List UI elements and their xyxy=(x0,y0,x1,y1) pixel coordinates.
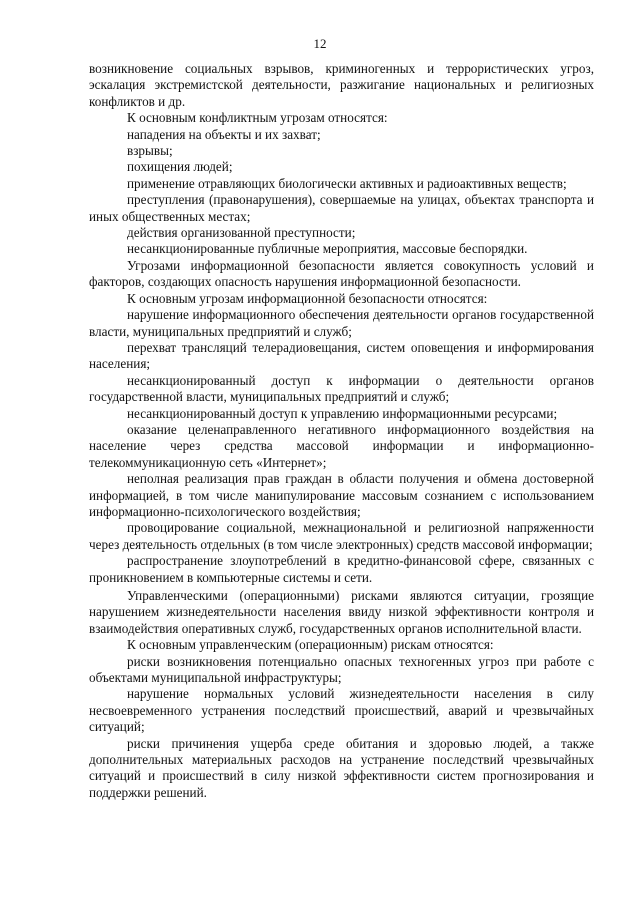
list-item: провоцирование социальной, межнациональной и религиозной напряженности через деятельность отдельных (в том числе электронных) средств массовой информации; xyxy=(89,520,594,552)
list-item: перехват трансляций телерадиовещания, систем оповещения и информирования населения; xyxy=(89,339,594,372)
list-item: нападения на объекты и их захват; xyxy=(127,126,321,142)
paragraph: Управленческими (операционными) рисками являются ситуации, грозящие нарушением жизнедеятельности населения ввиду низкой эффективности контроля и взаимодействия оперативных служб, государственных органов исполнительной власти. xyxy=(89,588,594,636)
list-item: несанкционированный доступ к информации о деятельности органов государственной власти, муниципальных предприятий и служб; xyxy=(89,372,594,405)
list-item: нарушение нормальных условий жизнедеятельности населения в силу несвоевременного устранения последствий происшествий, аварий и чрезвычайных ситуаций; xyxy=(89,686,594,735)
list-item: несанкционированный доступ к управлению информационными ресурсами; xyxy=(127,405,558,421)
list-item: распространение злоупотреблений в кредитно-финансовой сфере, связанных с проникновением в компьютерные системы и сети. xyxy=(89,553,594,585)
list-item: взрывы; xyxy=(127,143,173,159)
list-item: риски возникновения потенциально опасных техногенных угроз при работе с объектами муниципальной инфраструктуры; xyxy=(89,653,594,686)
page-number: 12 xyxy=(313,36,327,51)
list-item: несанкционированные публичные мероприятия, массовые беспорядки. xyxy=(127,241,528,257)
list-item: риски причинения ущерба среде обитания и здоровью людей, а также дополнительных материальных расходов на устранение последствий чрезвычайных ситуаций и происшествий в силу низкой эффективности систем прогнозирования и поддержки решений. xyxy=(89,735,594,800)
list-item: действия организованной преступности; xyxy=(127,225,356,241)
list-item: преступления (правонарушения), совершаемые на улицах, объектах транспорта и иных общественных местах; xyxy=(89,192,594,224)
list-item: оказание целенаправленного негативного информационного воздействия на население через средства массовой информации и информационно-телекоммуникационную сеть «Интернет»; xyxy=(89,421,594,470)
list-item: применение отравляющих биологически активных и радиоактивных веществ; xyxy=(127,175,567,191)
document-body xyxy=(89,61,594,801)
list-item: похищения людей; xyxy=(127,159,233,175)
list-item: неполная реализация прав граждан в области получения и обмена достоверной информацией, в том числе манипулирование массовым сознанием с использованием информационно-психологического воздействия; xyxy=(89,471,594,519)
paragraph: К основным конфликтным угрозам относятся: xyxy=(127,110,388,126)
paragraph: К основным угрозам информационной безопасности относятся: xyxy=(127,290,488,306)
paragraph: К основным управленческим (операционным) рискам относятся: xyxy=(127,637,494,653)
paragraph: Угрозами информационной безопасности является совокупность условий и факторов, создающих опасность нарушения информационной безопасности. xyxy=(89,257,594,290)
paragraph: возникновение социальных взрывов, криминогенных и террористических угроз, эскалация экстремистской деятельности, разжигание национальных и религиозных конфликтов и др. xyxy=(89,61,594,109)
list-item: нарушение информационного обеспечения деятельности органов государственной власти, муниципальных предприятий и служб; xyxy=(89,307,594,339)
